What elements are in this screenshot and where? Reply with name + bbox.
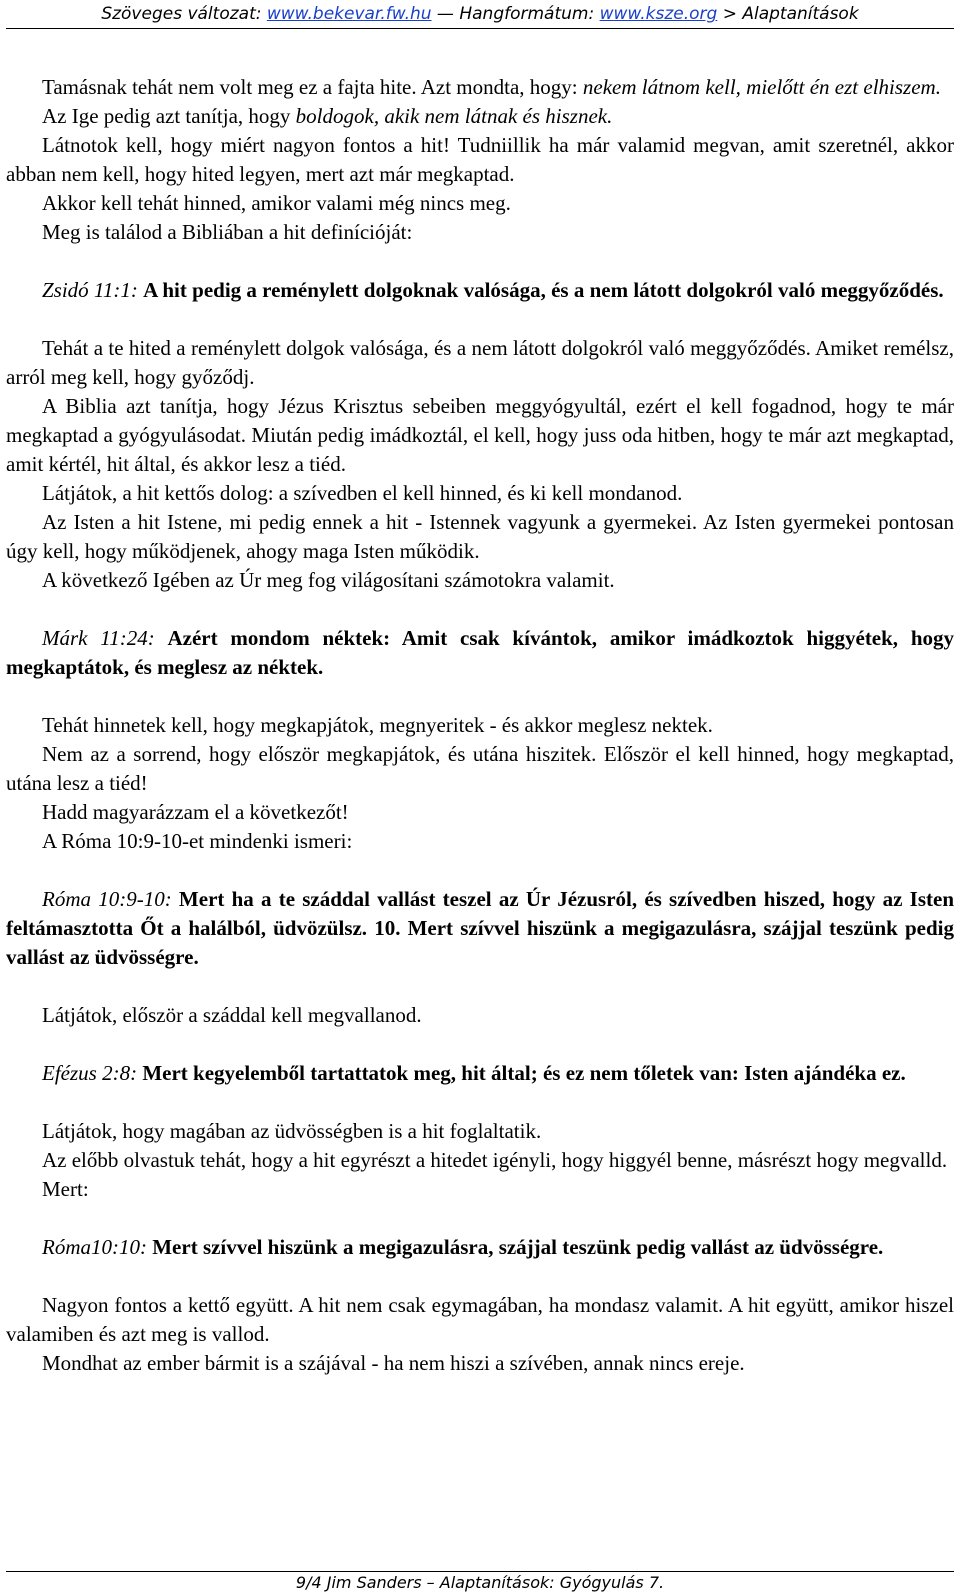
- paragraph-italic: nekem látnom kell, mielőtt én ezt elhiszem.: [582, 75, 941, 99]
- paragraph: Nagyon fontos a kettő együtt. A hit nem csak egymagában, ha mondasz valamit. A hit együtt, amikor hiszel valamiben és azt meg is vallod.: [6, 1293, 954, 1346]
- paragraph: Hadd magyarázzam el a következőt!: [42, 800, 349, 824]
- header-middle: — Hangformátum:: [431, 4, 600, 24]
- scripture-reference: Efézus 2:8:: [42, 1061, 138, 1085]
- paragraph: Meg is találod a Bibliában a hit definícióját:: [42, 220, 413, 244]
- scripture-quote: [6, 276, 954, 305]
- header-suffix: > Alaptanítások: [717, 4, 859, 24]
- scripture-text: Mert ha a te száddal vallást teszel az Úr Jézusról, és szívedben hiszed, hogy az Isten feltámasztotta Őt a halálból, üdvözülsz. 10. Mert szívvel hiszünk a megigazulásra, szájjal teszünk pedig vallást az üdvösségre.: [6, 887, 955, 969]
- bekevar-link[interactable]: www.bekevar.fw.hu: [266, 4, 432, 24]
- paragraph: Mondhat az ember bármit is a szájával - ha nem hiszi a szívében, annak nincs ereje.: [42, 1351, 745, 1375]
- scripture-quote: [6, 1233, 954, 1262]
- paragraph-text: Az Ige pedig azt tanítja, hogy: [42, 104, 296, 128]
- paragraph: Tehát hinnetek kell, hogy megkapjátok, megnyeritek - és akkor meglesz nektek.: [42, 713, 713, 737]
- scripture-reference: Zsidó 11:1:: [42, 278, 138, 302]
- paragraph: A Biblia azt tanítja, hogy Jézus Krisztus sebeiben meggyógyultál, ezért el kell fogadnod, hogy te már megkaptad a gyógyulásodat. Miután pedig imádkoztál, el kell, hogy juss oda hitben, hogy te már azt megkaptad, amit kértél, hit által, és akkor lesz a tiéd.: [6, 394, 954, 476]
- paragraph: Látjátok, először a száddal kell megvallanod.: [42, 1003, 422, 1027]
- header-prefix: Szöveges változat:: [101, 4, 267, 24]
- page-header: [0, 0, 960, 28]
- scripture-reference: Róma 10:9-10:: [42, 887, 172, 911]
- paragraph: A Róma 10:9-10-et mindenki ismeri:: [42, 829, 353, 853]
- scripture-text: Mert kegyelemből tartattatok meg, hit által; és ez nem tőletek van: Isten ajándéka ez.: [142, 1061, 906, 1085]
- scripture-quote: [6, 1059, 954, 1088]
- paragraph: Mert:: [42, 1177, 89, 1201]
- scripture-quote: [6, 885, 954, 972]
- paragraph: Akkor kell tehát hinned, amikor valami még nincs meg.: [42, 191, 511, 215]
- paragraph: Látjátok, hogy magában az üdvösségben is a hit foglaltatik.: [42, 1119, 542, 1143]
- page-footer: 9/4 Jim Sanders – Alaptanítások: Gyógyulás 7.: [295, 1573, 665, 1592]
- paragraph-text: Tamásnak tehát nem volt meg ez a fajta hite. Azt mondta, hogy:: [42, 75, 583, 99]
- paragraph: Látjátok, a hit kettős dolog: a szívedben el kell hinned, és ki kell mondanod.: [42, 481, 683, 505]
- paragraph: Nem az a sorrend, hogy először megkapjátok, és utána hiszitek. Először el kell hinned, hogy megkaptad, utána lesz a tiéd!: [6, 742, 954, 795]
- paragraph: Tehát a te hited a reménylett dolgok valósága, és a nem látott dolgokról való meggyőződés. Amiket remélsz, arról meg kell, hogy győződj.: [6, 336, 954, 389]
- paragraph: A következő Igében az Úr meg fog világosítani számotokra valamit.: [42, 568, 615, 592]
- ksze-link[interactable]: www.ksze.org: [599, 4, 718, 24]
- paragraph: Az Isten a hit Istene, mi pedig ennek a hit - Istennek vagyunk a gyermekei. Az Isten gyermekei pontosan úgy kell, hogy működjenek, ahogy maga Isten működik.: [6, 510, 954, 563]
- header-divider: [6, 28, 954, 29]
- paragraph: Az előbb olvastuk tehát, hogy a hit egyrészt a hitedet igényli, hogy higgyél benne, másrészt hogy megvalld.: [42, 1148, 948, 1172]
- scripture-reference: Róma10:10:: [42, 1235, 147, 1259]
- paragraph: Látnotok kell, hogy miért nagyon fontos a hit! Tudniillik ha már valamid megvan, amit szeretnél, akkor abban nem kell, hogy hited legyen, mert azt már megkaptad.: [6, 133, 954, 186]
- scripture-text: A hit pedig a reménylett dolgoknak valósága, és a nem látott dolgokról való meggyőződés.: [143, 278, 944, 302]
- paragraph: [6, 102, 954, 131]
- scripture-text: Azért mondom néktek: Amit csak kívántok, amikor imádkoztok higgyétek, hogy megkaptátok, és meglesz az néktek.: [6, 626, 955, 679]
- scripture-text: Mert szívvel hiszünk a megigazulásra, szájjal teszünk pedig vallást az üdvösségre.: [152, 1235, 884, 1259]
- paragraph-italic: boldogok, akik nem látnak és hisznek.: [295, 104, 613, 128]
- document-body: [6, 73, 954, 1378]
- scripture-quote: [6, 624, 954, 682]
- paragraph: [6, 73, 954, 102]
- scripture-reference: Márk 11:24:: [42, 626, 155, 650]
